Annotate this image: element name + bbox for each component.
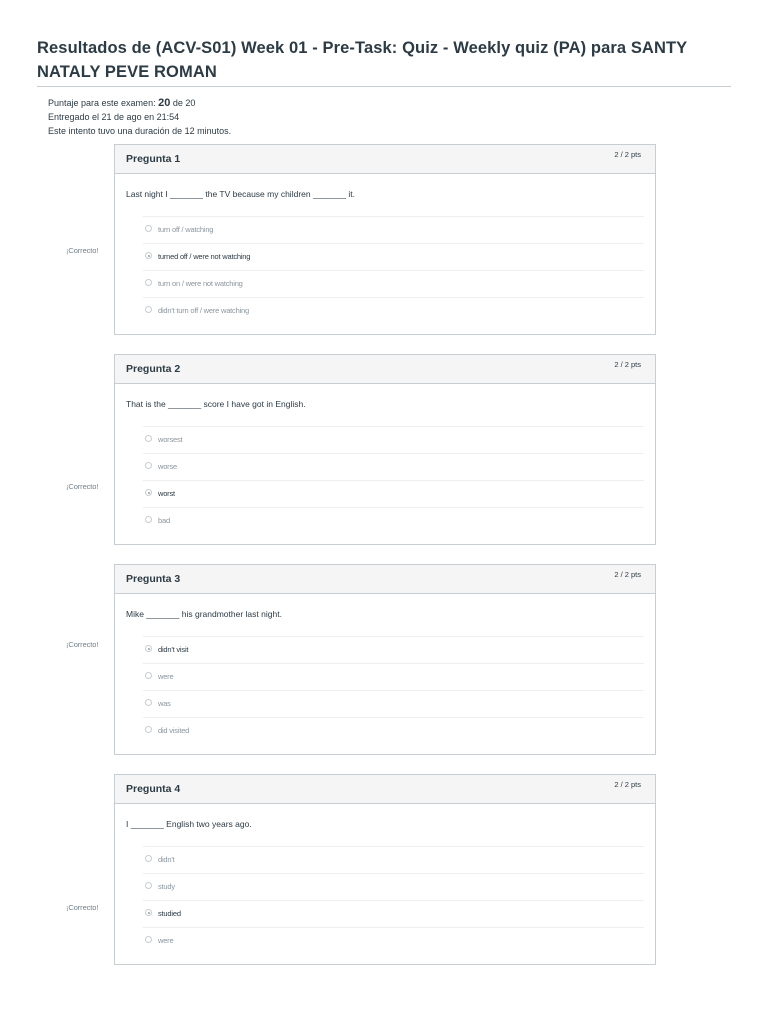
question-name: Pregunta 4 (126, 783, 181, 795)
question-header (115, 355, 655, 384)
answer-option[interactable] (143, 216, 644, 243)
radio-unselected-icon[interactable] (145, 726, 152, 733)
answer-label: did visited (158, 726, 190, 735)
answer-option[interactable] (143, 453, 644, 480)
answer-option[interactable] (143, 297, 644, 324)
answer-option[interactable] (143, 846, 644, 873)
radio-unselected-icon[interactable] (145, 882, 152, 889)
answer-label: worst (158, 489, 175, 498)
radio-selected-icon[interactable] (145, 909, 152, 916)
answer-option[interactable] (143, 900, 644, 927)
radio-unselected-icon[interactable] (145, 306, 152, 313)
question-points: 2 / 2 pts (614, 150, 641, 159)
radio-selected-icon[interactable] (145, 645, 152, 652)
answer-option[interactable] (143, 927, 644, 954)
answer-option[interactable] (143, 636, 644, 663)
answer-label: turn on / were not watching (158, 279, 243, 288)
answer-label: turn off / watching (158, 225, 214, 234)
answer-label: study (158, 882, 175, 891)
score-value: 20 (158, 97, 171, 109)
answer-label: didn't turn off / were watching (158, 306, 249, 315)
answer-option[interactable] (143, 243, 644, 270)
answer-label: turned off / were not watching (158, 252, 251, 261)
answer-label: were (158, 672, 174, 681)
answer-option[interactable] (143, 426, 644, 453)
question-header (115, 145, 655, 174)
answer-list (143, 636, 644, 744)
score-total: de 20 (170, 98, 196, 108)
question-header (115, 565, 655, 594)
answer-list (143, 846, 644, 954)
correct-tag: ¡Correcto! (66, 640, 99, 649)
duration-line: Este intento tuvo una duración de 12 minutos. (48, 126, 232, 136)
question-text: That is the _______ score I have got in English. (126, 399, 306, 409)
answer-option[interactable] (143, 717, 644, 744)
answer-label: worse (158, 462, 178, 471)
question-card (114, 564, 656, 755)
answer-label: worsest (158, 435, 183, 444)
page-title: Resultados de (ACV-S01) Week 01 - Pre-Task: Quiz - Weekly quiz (PA) para SANTY NATALY PEVE ROMAN (37, 39, 687, 81)
score-line (48, 96, 231, 110)
radio-unselected-icon[interactable] (145, 225, 152, 232)
score-label: Puntaje para este examen: (48, 98, 159, 108)
answer-option[interactable] (143, 663, 644, 690)
answer-label: studied (158, 909, 181, 918)
radio-selected-icon[interactable] (145, 489, 152, 496)
question-points: 2 / 2 pts (614, 780, 641, 789)
radio-unselected-icon[interactable] (145, 699, 152, 706)
question-card (114, 354, 656, 545)
answer-option[interactable] (143, 480, 644, 507)
radio-unselected-icon[interactable] (145, 462, 152, 469)
answer-label: didn't visit (158, 645, 189, 654)
answer-list (143, 426, 644, 534)
answer-label: were (158, 936, 174, 945)
radio-unselected-icon[interactable] (145, 279, 152, 286)
question-name: Pregunta 3 (126, 573, 181, 585)
answer-label: didn't (158, 855, 175, 864)
radio-unselected-icon[interactable] (145, 855, 152, 862)
answer-list (143, 216, 644, 324)
correct-tag: ¡Correcto! (66, 903, 99, 912)
radio-selected-icon[interactable] (145, 252, 152, 259)
title-divider (37, 86, 731, 87)
answer-option[interactable] (143, 507, 644, 534)
correct-tag: ¡Correcto! (66, 246, 99, 255)
correct-tag: ¡Correcto! (66, 482, 99, 491)
answer-label: was (158, 699, 171, 708)
answer-option[interactable] (143, 270, 644, 297)
question-card (114, 774, 656, 965)
submitted-line: Entregado el 21 de ago en 21:54 (48, 112, 180, 122)
question-name: Pregunta 1 (126, 153, 181, 165)
question-text: Mike _______ his grandmother last night. (126, 609, 282, 619)
question-text: Last night I _______ the TV because my children _______ it. (126, 189, 356, 199)
radio-unselected-icon[interactable] (145, 672, 152, 679)
question-name: Pregunta 2 (126, 363, 181, 375)
radio-unselected-icon[interactable] (145, 936, 152, 943)
radio-unselected-icon[interactable] (145, 516, 152, 523)
question-text: I _______ English two years ago. (126, 819, 252, 829)
question-points: 2 / 2 pts (614, 570, 641, 579)
radio-unselected-icon[interactable] (145, 435, 152, 442)
question-card (114, 144, 656, 335)
question-header (115, 775, 655, 804)
question-points: 2 / 2 pts (614, 360, 641, 369)
attempt-summary (48, 96, 231, 138)
answer-option[interactable] (143, 690, 644, 717)
answer-option[interactable] (143, 873, 644, 900)
answer-label: bad (158, 516, 170, 525)
